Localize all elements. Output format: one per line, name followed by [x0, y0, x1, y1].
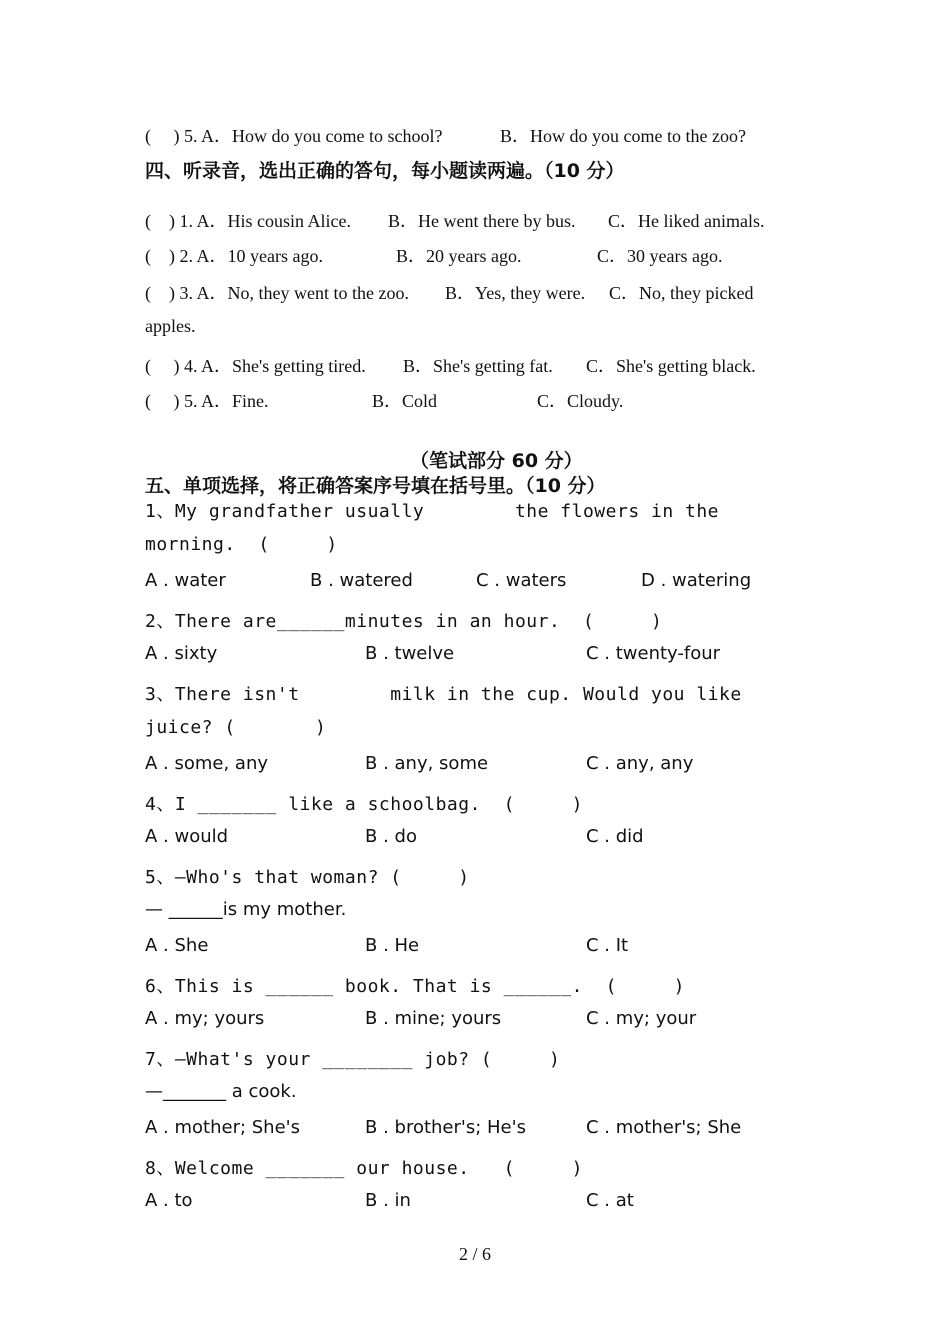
part5-q7-option-a: A . mother; She's	[145, 1117, 300, 1138]
part5-q5-text: 5、—Who's that woman? ( )	[145, 867, 470, 888]
part5-q8-option-b: B . in	[365, 1190, 411, 1211]
part4-heading: 四、听录音，选出正确的答句，每小题读两遍。（10 分）	[145, 160, 625, 182]
part4-q1-b: B．He went there by bus.	[388, 211, 576, 231]
part5-q3-option-b: B . any, some	[365, 753, 489, 774]
part4-q4-b: B．She's getting fat.	[403, 356, 553, 376]
part4-q2-a: ( ) 2. A．10 years ago.	[145, 246, 323, 266]
part5-q7-option-c: C . mother's; She	[586, 1117, 742, 1138]
part5-q4-option-c: C . did	[586, 826, 644, 847]
part5-q1-text-cont: morning. ( )	[145, 534, 338, 555]
part3-q5-a: ( ) 5. A．How do you come to school?	[145, 126, 443, 146]
part5-q7-answer-line: —_______ a cook.	[145, 1081, 297, 1102]
part4-q4-c: C．She's getting black.	[586, 356, 756, 376]
part4-q2-b: B．20 years ago.	[396, 246, 522, 266]
part5-q1-option-d: D . watering	[641, 570, 752, 591]
part5-q1-option-a: A . water	[145, 570, 226, 591]
part5-q3-option-a: A . some, any	[145, 753, 269, 774]
part5-q2-option-a: A . sixty	[145, 643, 218, 664]
part5-q1-text: 1、My grandfather usually the flowers in the	[145, 501, 720, 522]
part5-q6-text: 6、This is ______ book. That is ______. ( )	[145, 976, 685, 997]
part5-q7-text: 7、—What's your ________ job? ( )	[145, 1049, 561, 1070]
part4-q3-a: ( ) 3. A．No, they went to the zoo.	[145, 283, 409, 303]
part4-q2-c: C．30 years ago.	[597, 246, 723, 266]
part5-q4-text: 4、I _______ like a schoolbag. ( )	[145, 794, 583, 815]
part5-q4-option-b: B . do	[365, 826, 417, 847]
page-number: 2 / 6	[458, 1244, 491, 1264]
part5-q6-option-a: A . my; yours	[145, 1008, 265, 1029]
part4-q1-a: ( ) 1. A．His cousin Alice.	[145, 211, 351, 231]
part5-q1-option-b: B . watered	[310, 570, 413, 591]
part5-q3-option-c: C . any, any	[586, 753, 694, 774]
part5-q5-option-b: B . He	[365, 935, 420, 956]
part4-q5-b: B．Cold	[372, 391, 438, 411]
part5-q5-option-a: A . She	[145, 935, 209, 956]
part5-q8-text: 8、Welcome _______ our house. ( )	[145, 1158, 583, 1179]
part5-q2-option-c: C . twenty-four	[586, 643, 721, 664]
part5-q3-text-cont: juice? ( )	[145, 717, 327, 738]
part4-q1-c: C．He liked animals.	[608, 211, 765, 231]
part4-q5-c: C．Cloudy.	[537, 391, 624, 411]
part5-q8-option-a: A . to	[145, 1190, 193, 1211]
part5-q6-option-c: C . my; your	[586, 1008, 697, 1029]
part5-q1-option-c: C . waters	[476, 570, 567, 591]
part5-q2-option-b: B . twelve	[365, 643, 455, 664]
part4-q3-b: B．Yes, they were.	[445, 283, 586, 303]
part5-q5-option-c: C . It	[586, 935, 629, 956]
part5-q6-option-b: B . mine; yours	[365, 1008, 502, 1029]
part5-q4-option-a: A . would	[145, 826, 229, 847]
part5-heading: 五、单项选择，将正确答案序号填在括号里。（10 分）	[145, 475, 606, 497]
part5-q8-option-c: C . at	[586, 1190, 634, 1211]
part5-q3-text: 3、There isn't milk in the cup. Would you like	[145, 684, 742, 705]
part4-q5-a: ( ) 5. A．Fine.	[145, 391, 269, 411]
part3-q5-b: B．How do you come to the zoo?	[500, 126, 746, 146]
written-title: （笔试部分 60 分）	[410, 450, 583, 472]
part4-q4-a: ( ) 4. A．She's getting tired.	[145, 356, 366, 376]
part5-q7-option-b: B . brother's; He's	[365, 1117, 526, 1138]
part4-q3-c: C．No, they picked	[609, 283, 754, 303]
part5-q5-answer-line: — ______is my mother.	[145, 899, 347, 920]
part5-q2-text: 2、There are______minutes in an hour. ( )	[145, 611, 663, 632]
part4-q3-cont: apples.	[145, 316, 196, 336]
